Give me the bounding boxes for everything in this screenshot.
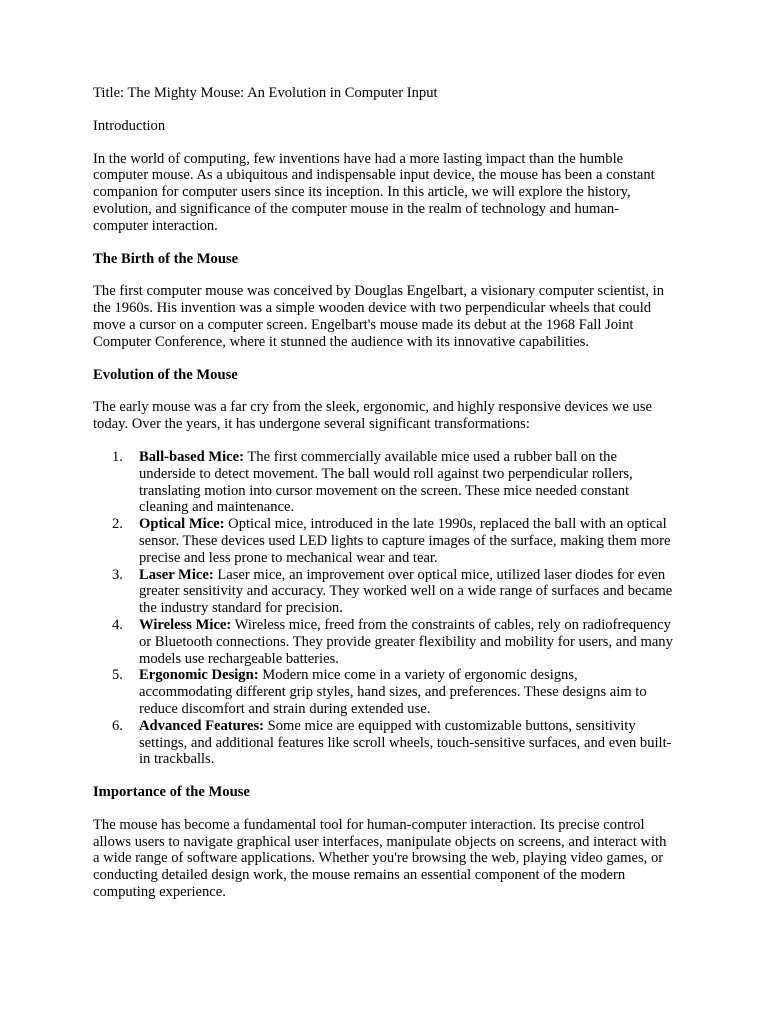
document-title: Title: The Mighty Mouse: An Evolution in Computer Input [93,85,438,101]
list-item-term: Wireless Mice: [139,616,232,633]
importance-paragraph: The mouse has become a fundamental tool for human-computer interaction. Its precise control allows users to navigate graphical user interfaces, manipulate objects on screens, and interact with a wide range of software applications. Whether you're browsing the web, playing video games, or conducting detailed design work, the mouse remains an essential component of the modern computing experience. [93,816,667,901]
list-item-number: 6. [112,717,123,734]
evolution-paragraph: The early mouse was a far cry from the sleek, ergonomic, and highly responsive devices we use today. Over the years, it has undergone several significant transformations: [93,399,652,433]
list-item-text: Laser mice, an improvement over optical mice, utilized laser diodes for even greater sensitivity and accuracy. They worked well on a wide range of surfaces and became the industry standard for precision. [139,566,673,617]
list-item-term: Advanced Features: [139,717,264,734]
intro-paragraph: In the world of computing, few inventions have had a more lasting impact than the humble computer mouse. As a ubiquitous and indispensable input device, the mouse has been a constant companion for computer users since its inception. In this article, we will explore the history, evolution, and significance of the computer mouse in the realm of technology and human-computer interaction. [93,150,655,234]
birth-paragraph: The first computer mouse was conceived by Douglas Engelbart, a visionary computer scientist, in the 1960s. His invention was a simple wooden device with two perpendicular wheels that could move a cursor on a computer screen. Engelbart's mouse made its debut at the 1968 Fall Joint Computer Conference, where it stunned the audience with its innovative capabilities. [93,283,665,350]
list-item-number: 5. [112,667,123,684]
importance-heading: Importance of the Mouse [93,784,250,801]
document-page [93,85,673,901]
evolution-heading: Evolution of the Mouse [93,366,238,383]
list-item [112,516,673,566]
list-item [112,566,673,617]
list-item-term: Optical Mice: [139,516,225,533]
intro-heading: Introduction [93,117,166,134]
evolution-list [93,449,673,768]
list-item-term: Ball-based Mice: [139,448,244,465]
list-item-text: Optical mice, introduced in the late 1990s, replaced the ball with an optical sensor. These devices used LED lights to capture images of the surface, making them more precise and less prone to mechanical wear and tear. [139,516,671,566]
list-item-number: 2. [112,516,123,533]
list-item-number: 1. [112,448,123,465]
list-item-number: 4. [112,616,123,633]
list-item [112,616,673,667]
list-item [112,717,673,768]
list-item [112,448,673,516]
list-item-number: 3. [112,566,123,583]
birth-heading: The Birth of the Mouse [93,250,239,267]
list-item-text: The first commercially available mice used a rubber ball on the underside to detect movement. The ball would roll against two perpendicular rollers, translating motion into cursor movement on the screen. These mice needed constant cleaning and maintenance. [139,448,633,516]
list-item-text: Some mice are equipped with customizable buttons, sensitivity settings, and additional features like scroll wheels, touch-sensitive surfaces, and even built-in trackballs. [139,717,672,768]
list-item-text: Wireless mice, freed from the constraints of cables, rely on radiofrequency or Bluetooth connections. They provide greater flexibility and mobility for users, and many models use rechargeable batteries. [139,616,673,667]
list-item-term: Ergonomic Design: [139,667,259,684]
list-item-term: Laser Mice: [139,566,214,583]
list-item [112,667,673,717]
list-item-text: Modern mice come in a variety of ergonomic designs, accommodating different grip styles, hand sizes, and preferences. These designs aim to reduce discomfort and strain during extended use. [139,667,647,717]
